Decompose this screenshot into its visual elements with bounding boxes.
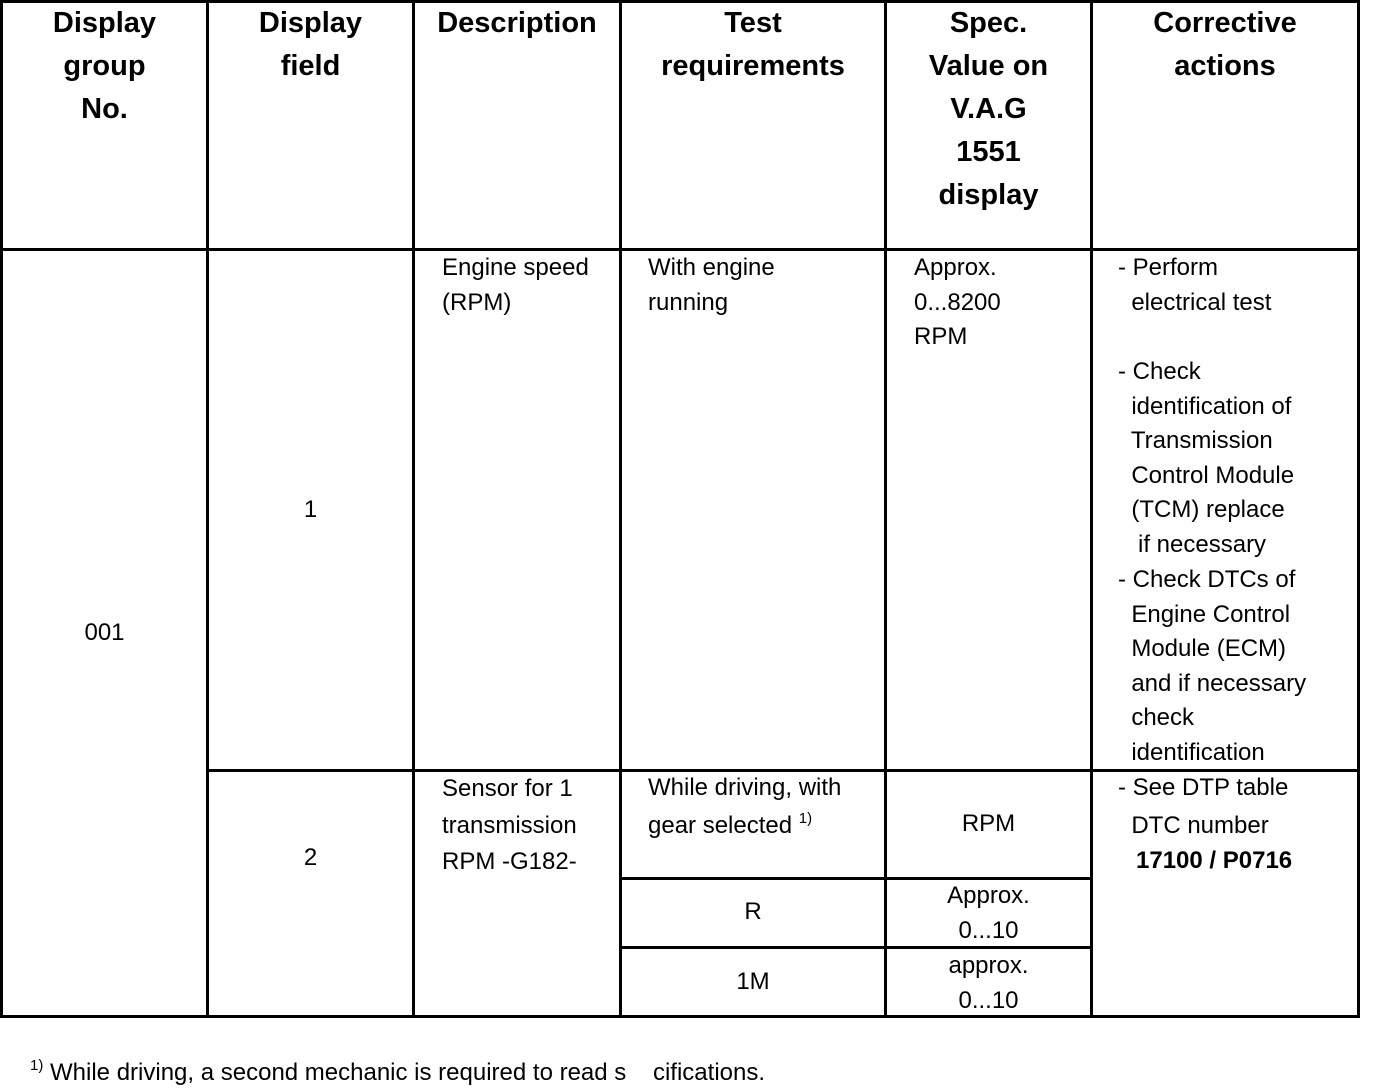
- table-right-border: [1357, 0, 1360, 1018]
- sub-row-1m-label: 1M: [736, 968, 770, 995]
- footnote-text: While driving, a second mechanic is required to read s cifications.: [43, 1059, 766, 1086]
- col-divider-2: [412, 0, 415, 1018]
- table-left-border: [0, 0, 3, 1018]
- footnote-marker: 1): [30, 1057, 44, 1074]
- sub-row-r-label: R: [744, 898, 762, 925]
- row2-description: Sensor for 1 transmission RPM -G182-: [442, 775, 577, 875]
- footnote-reference: 1): [798, 810, 813, 827]
- row2-corrective-line2: DTC number: [1118, 812, 1269, 839]
- header-display-field: Display field: [258, 7, 363, 82]
- row1-description: Engine speed (RPM): [442, 254, 589, 316]
- row2-corrective-line1: - See DTP table: [1118, 774, 1289, 801]
- sub-row-r-value: Approx. 0...10: [947, 882, 1030, 944]
- col-divider-3: [619, 0, 622, 1018]
- footnote: [30, 1056, 765, 1091]
- header-spec-value: Spec. Value on V.A.G 1551 display: [928, 7, 1049, 211]
- group-number: 001: [84, 619, 125, 646]
- header-corrective-actions: Corrective actions: [1153, 7, 1297, 82]
- row1-test-requirements: With engine running: [648, 254, 775, 316]
- header-test-requirements: Test requirements: [661, 7, 845, 82]
- row2-test-requirements-line2: [648, 809, 812, 844]
- row2-spec-value: RPM: [961, 810, 1016, 837]
- header-description: Description: [437, 7, 597, 39]
- row1-spec-value: Approx. 0...8200 RPM: [914, 254, 1001, 350]
- row2-corrective-dtc: 17100 / P0716: [1136, 847, 1293, 874]
- header-display-group-no: Display group No.: [52, 7, 157, 125]
- table-bottom-border: [0, 1015, 1360, 1018]
- sub-row-1m-value: approx. 0...10: [948, 952, 1029, 1014]
- row2-test-requirements-text: gear selected: [648, 812, 799, 839]
- row1-field: 1: [303, 496, 318, 523]
- row1-corrective-1: - Perform electrical test: [1118, 254, 1272, 316]
- row2-test-requirements-line1: While driving, with: [648, 774, 842, 801]
- col-divider-5: [1090, 0, 1093, 1018]
- row2-field: 2: [303, 844, 318, 871]
- row1-corrective-3: - Check DTCs of Engine Control Module (ECM) and if necessary check identification: [1118, 566, 1307, 766]
- row1-corrective-2: - Check identification of Transmission Control Module (TCM) replace if necessary: [1118, 358, 1295, 558]
